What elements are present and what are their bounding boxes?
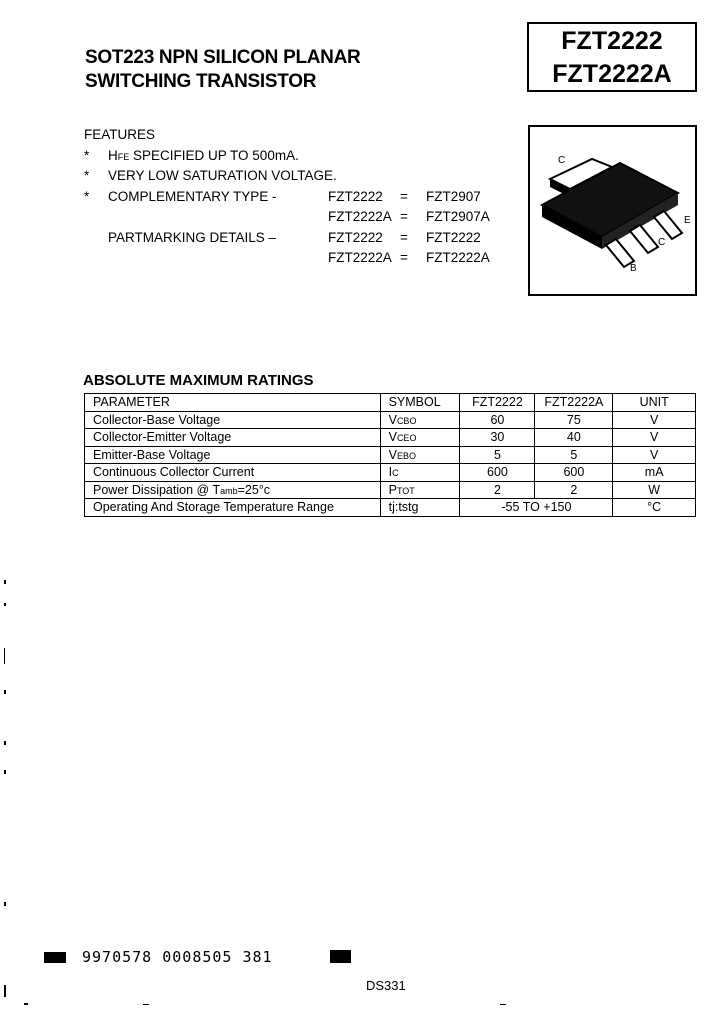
scan-mark xyxy=(4,741,6,745)
header-unit: UNIT xyxy=(613,394,696,412)
barcode-number: 9970578 0008505 381 xyxy=(82,948,273,966)
table-row: Operating And Storage Temperature Range tj:tstg -55 TO +150 °C xyxy=(85,499,696,517)
bullet: * xyxy=(84,188,90,204)
features-heading: FEATURES xyxy=(84,127,156,142)
barcode-block-left xyxy=(44,952,66,963)
table-row: Continuous Collector Current IC 600 600 mA xyxy=(85,464,696,482)
table-row: Emitter-Base Voltage VEBO 5 5 V xyxy=(85,446,696,464)
table-row: Collector-Emitter Voltage VCEO 30 40 V xyxy=(85,429,696,447)
part-number-2: FZT2222A xyxy=(552,60,672,88)
header-symbol: SYMBOL xyxy=(380,394,460,412)
feature-saturation: * VERY LOW SATURATION VOLTAGE. xyxy=(84,166,155,187)
part-number-1: FZT2222 xyxy=(561,27,663,55)
ratings-table xyxy=(84,393,696,517)
scan-mark xyxy=(4,690,6,694)
feature-partmarking: PARTMARKING DETAILS – FZT2222 = FZT2222 xyxy=(108,229,481,245)
table-row: Power Dissipation @ Tamb=25°c PTOT 2 2 W xyxy=(85,481,696,499)
scan-mark xyxy=(4,770,6,774)
scan-mark xyxy=(4,902,6,906)
table-header-row xyxy=(85,394,696,412)
feature-partmarking-2: FZT2222A = FZT2222A xyxy=(328,250,490,265)
header-fzt2222: FZT2222 xyxy=(460,394,535,412)
barcode-block-right xyxy=(330,950,351,963)
bullet: * xyxy=(84,168,90,183)
header-parameter: PARAMETER xyxy=(85,394,381,412)
bullet: * xyxy=(84,147,90,163)
feature-hfe: * HFE SPECIFIED UP TO 500mA. xyxy=(84,146,155,167)
package-diagram xyxy=(528,125,697,296)
title-line-1: SOT223 NPN SILICON PLANAR xyxy=(85,47,361,68)
pin-label-b: B xyxy=(630,263,637,274)
title-line-2: SWITCHING TRANSISTOR xyxy=(85,71,317,92)
scan-mark xyxy=(4,985,6,997)
features-section xyxy=(84,125,490,269)
feature-complementary-2: FZT2222A = FZT2907A xyxy=(328,209,490,224)
table-row: Collector-Base Voltage VCBO 60 75 V xyxy=(85,411,696,429)
scan-mark xyxy=(4,648,5,664)
ratings-title: ABSOLUTE MAXIMUM RATINGS xyxy=(83,372,314,389)
scan-mark xyxy=(500,1004,506,1005)
pin-label-c-top: C xyxy=(558,155,566,166)
scan-mark xyxy=(4,603,6,606)
feature-complementary: * COMPLEMENTARY TYPE - FZT2222 = FZT2907 xyxy=(84,187,155,208)
document-id: DS331 xyxy=(366,978,406,993)
sot223-package-icon xyxy=(530,127,695,294)
pin-label-e: E xyxy=(684,215,691,226)
pin-label-c: C xyxy=(658,237,666,248)
scan-mark xyxy=(4,580,6,584)
part-number-box xyxy=(527,22,697,92)
header-fzt2222a: FZT2222A xyxy=(535,394,613,412)
scan-mark xyxy=(24,1003,28,1005)
scan-mark xyxy=(143,1004,149,1005)
page-title xyxy=(85,46,360,94)
